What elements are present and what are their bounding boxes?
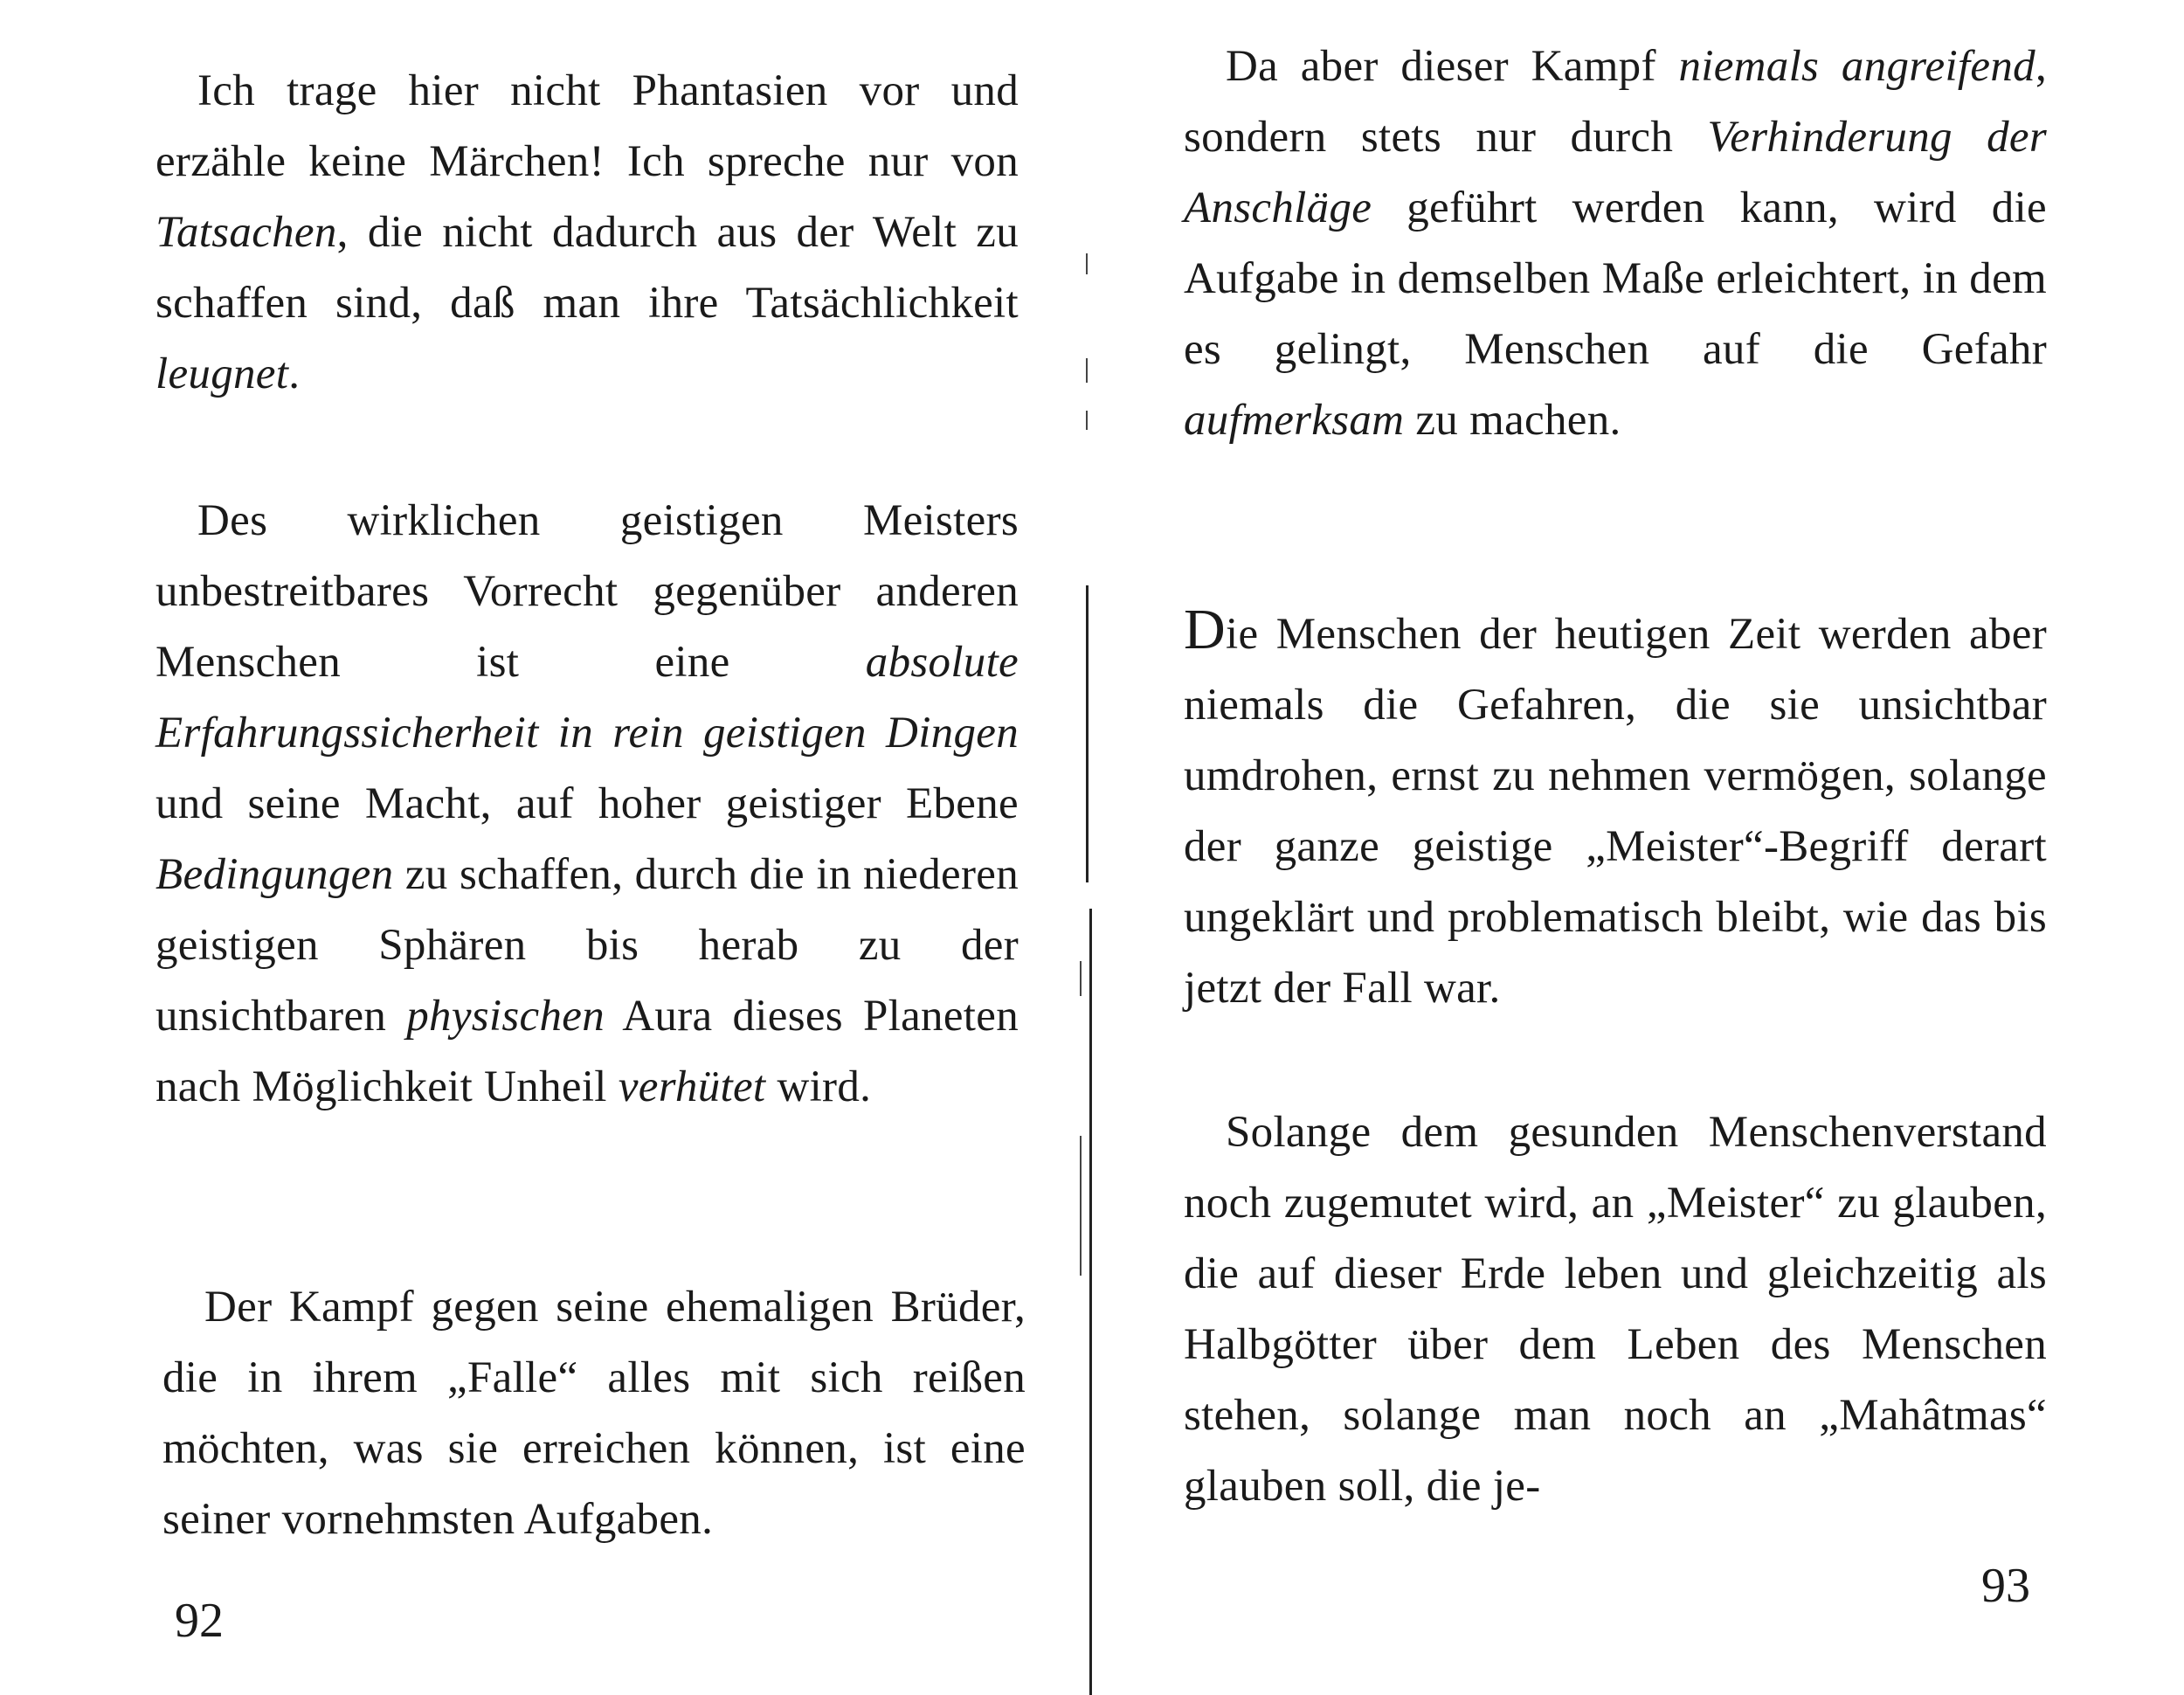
- gutter-speck: [1080, 961, 1082, 996]
- text-run: und seine Macht, auf hoher geistiger Ebene: [156, 779, 1019, 828]
- emphasized-text: aufmerksam: [1184, 396, 1405, 445]
- text-run: , die nicht dadurch aus der Welt zu schaffen sind, daß man ihre Tatsächlichkeit: [156, 208, 1019, 328]
- emphasized-text: niemals angreifend: [1678, 42, 2035, 91]
- text-run: zu schaffen, durch die in niederen geistigen Sphären bis herab zu der unsichtbaren: [156, 850, 1019, 1041]
- drop-cap: D: [1184, 598, 1226, 661]
- text-run: wird.: [765, 1062, 872, 1111]
- text-run: Des wirklichen geistigen Meisters unbestreitbares Vorrecht gegenüber anderen Menschen ist eine: [156, 496, 1019, 687]
- text-run: ie Menschen der heutigen Zeit werden aber niemals die Gefahren, die sie unsichtbar umdrohen, ernst zu nehmen vermögen, solange der ganze geistige „Meister“-Begriff derart ungeklärt und problematisch bleibt, wie das bis jetzt der Fall war.: [1184, 610, 2047, 1013]
- paragraph: [1184, 1097, 2047, 1522]
- gutter-speck: [1086, 411, 1088, 430]
- page-number: 93: [1981, 1559, 2030, 1613]
- gutter-speck: [1080, 1136, 1082, 1276]
- paragraph: [156, 56, 1019, 410]
- paragraph: [162, 1272, 1026, 1555]
- page-number: 92: [175, 1594, 224, 1648]
- text-run: .: [288, 349, 301, 398]
- gutter-line: [1086, 585, 1089, 882]
- emphasized-text: Tatsachen: [156, 208, 337, 257]
- paragraph: [156, 486, 1019, 1123]
- text-run: , sondern stets nur durch: [1184, 42, 2047, 162]
- text-run: zu machen.: [1404, 396, 1621, 445]
- emphasized-text: absolute Erfahrungssicherheit in rein geistigen Dingen: [156, 638, 1019, 758]
- emphasized-text: physischen: [406, 992, 605, 1041]
- text-run: Aura dieses Planeten nach Möglichkeit Unheil: [156, 992, 1019, 1111]
- emphasized-text: leugnet: [156, 349, 289, 398]
- right-page: [1092, 0, 2184, 1695]
- emphasized-text: Verhinderung der Anschläge: [1184, 113, 2047, 232]
- gutter-speck: [1086, 358, 1088, 383]
- text-run: geführt werden kann, wird die Aufgabe in demselben Maße erleichtert, in dem es gelingt, Menschen auf die Gefahr: [1184, 183, 2047, 374]
- emphasized-text: Bedingungen: [156, 850, 394, 899]
- paragraph: [1184, 599, 2047, 1024]
- text-run: Der Kampf gegen seine ehemaligen Brüder, die in ihrem „Falle“ alles mit sich reißen möchten, was sie erreichen können, ist eine seiner vornehmsten Aufgaben.: [162, 1283, 1026, 1544]
- emphasized-text: verhütet: [618, 1062, 766, 1111]
- text-run: Ich trage hier nicht Phantasien vor und erzähle keine Märchen! Ich spreche nur von: [156, 66, 1019, 186]
- text-run: Solange dem gesunden Menschenverstand noch zugemutet wird, an „Meister“ zu glauben, die auf dieser Erde leben und gleichzeitig als Halbgötter über dem Leben des Menschen stehen, solange man noch an „Mahâtmas“ glauben soll, die je-: [1184, 1108, 2047, 1511]
- text-run: Da aber dieser Kampf: [1226, 42, 1679, 91]
- paragraph: [1184, 31, 2047, 456]
- gutter-speck: [1086, 253, 1088, 274]
